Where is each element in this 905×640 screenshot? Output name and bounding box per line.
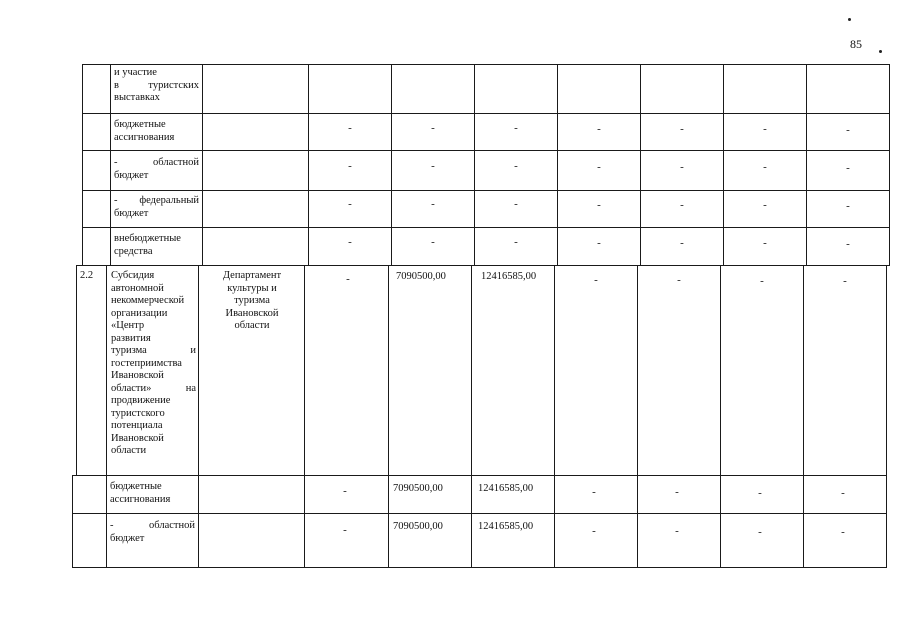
value-cell: 7090500,00 (393, 521, 443, 532)
value-cell: 12416585,00 (478, 521, 534, 532)
row-name: - федеральный бюджет (114, 195, 199, 219)
value-cell: - (846, 162, 850, 174)
value-cell: - (514, 236, 518, 248)
value-cell: - (597, 123, 601, 135)
scan-speck (879, 50, 882, 53)
value-cell: - (763, 161, 767, 173)
value-cell: - (677, 274, 681, 286)
scan-speck (848, 18, 851, 21)
value-cell: - (841, 526, 845, 538)
value-cell: - (514, 160, 518, 172)
value-cell: - (348, 198, 352, 210)
executor-cell: Департамент культуры и туризма Ивановской области (222, 270, 282, 331)
row-number: 2.2 (80, 270, 94, 281)
value-cell: 7090500,00 (393, 483, 443, 494)
value-cell: - (597, 199, 601, 211)
row-name: бюджетные ассигнования (114, 119, 175, 143)
row-name: Субсидия автономной некоммерческой организации «Центр развития туризма и гостеприимства Ивановской области» на продвижение туристского потенциала Ивановской области (111, 270, 196, 456)
value-cell: - (680, 123, 684, 135)
value-cell: - (846, 200, 850, 212)
value-cell: - (758, 487, 762, 499)
value-cell: - (846, 124, 850, 136)
value-cell: - (760, 275, 764, 287)
value-cell: - (431, 236, 435, 248)
value-cell: - (348, 160, 352, 172)
value-cell: - (431, 198, 435, 210)
value-cell: - (348, 236, 352, 248)
value-cell: - (680, 237, 684, 249)
value-cell: - (592, 525, 596, 537)
value-cell: - (343, 524, 347, 536)
row-name: - областной бюджет (110, 520, 195, 544)
value-cell: - (680, 161, 684, 173)
value-cell: - (763, 237, 767, 249)
value-cell: - (346, 273, 350, 285)
value-cell: 7090500,00 (396, 271, 446, 282)
page-number: 85 (850, 37, 862, 51)
value-cell: - (675, 486, 679, 498)
value-cell: 12416585,00 (481, 271, 537, 282)
value-cell: - (343, 485, 347, 497)
value-cell: - (597, 161, 601, 173)
value-cell: - (675, 525, 679, 537)
value-cell: - (594, 274, 598, 286)
value-cell: - (846, 238, 850, 250)
value-cell: - (763, 123, 767, 135)
row-name: внебюджетные средства (114, 233, 181, 257)
row-name: бюджетные ассигнования (110, 481, 171, 505)
value-cell: - (758, 526, 762, 538)
value-cell: - (841, 487, 845, 499)
value-cell: - (763, 199, 767, 211)
row-name: - областной бюджет (114, 157, 199, 181)
value-cell: - (431, 122, 435, 134)
value-cell: - (597, 237, 601, 249)
value-cell: - (843, 275, 847, 287)
value-cell: - (348, 122, 352, 134)
value-cell: - (514, 198, 518, 210)
value-cell: 12416585,00 (478, 483, 534, 494)
value-cell: - (680, 199, 684, 211)
value-cell: - (514, 122, 518, 134)
row-name: и участие в туристских выставках (114, 67, 199, 103)
value-cell: - (592, 486, 596, 498)
value-cell: - (431, 160, 435, 172)
